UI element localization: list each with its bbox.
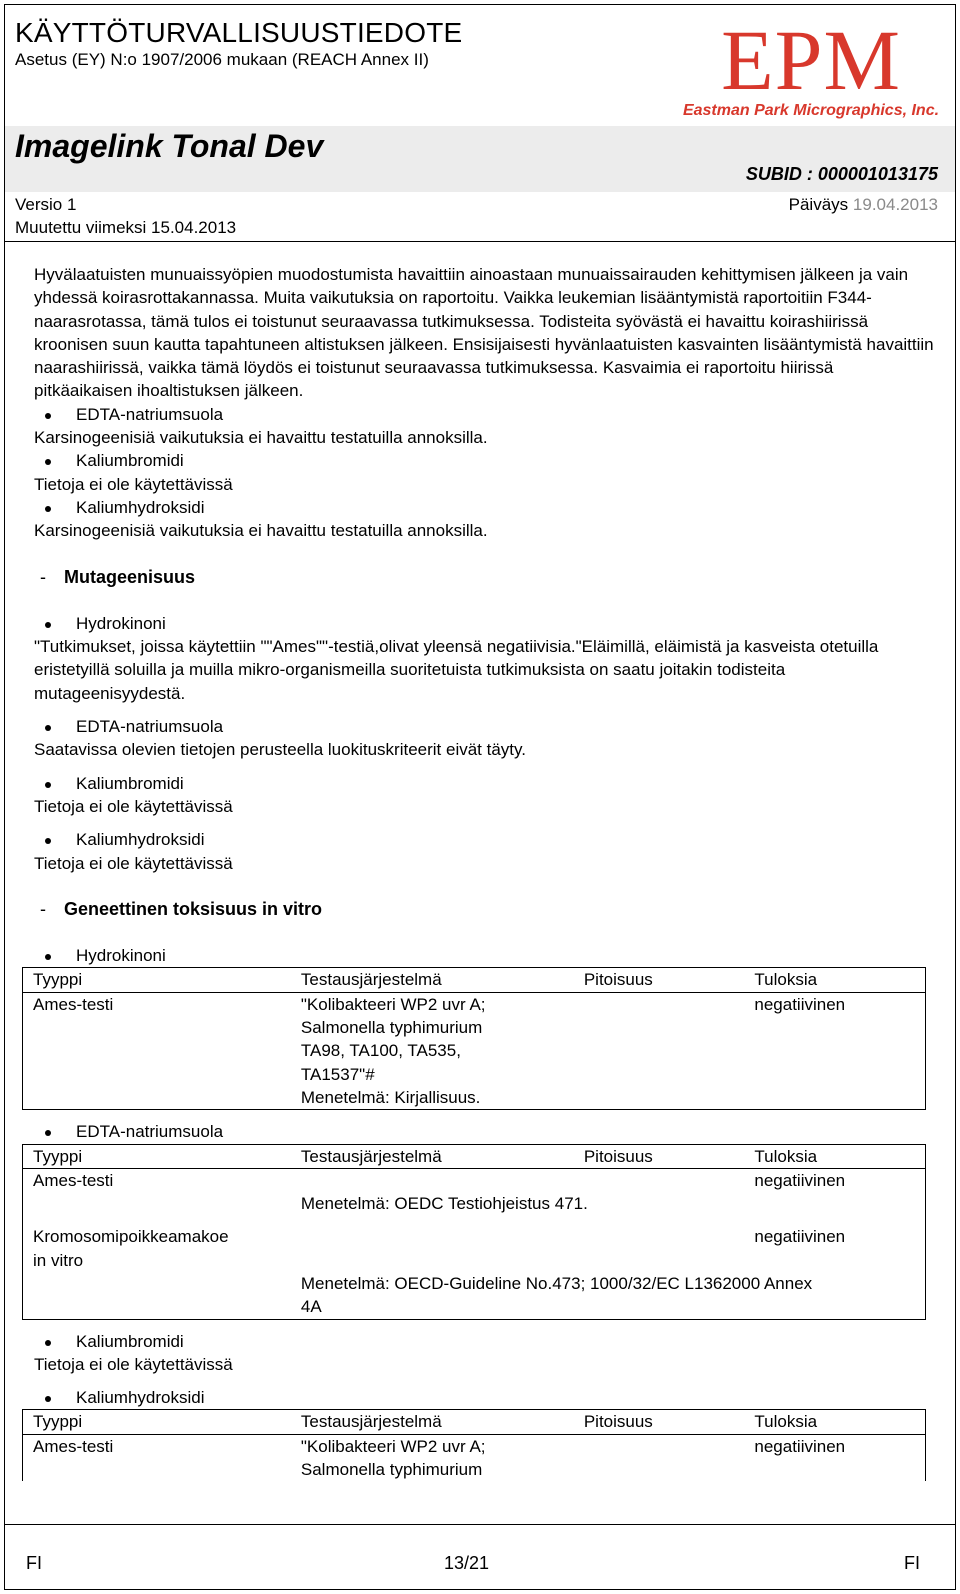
type-line: Kromosomipoikkeamakoe — [33, 1227, 229, 1247]
col-concentration: Pitoisuus — [574, 968, 745, 992]
item-text: Tietoja ei ole käytettävissä — [34, 796, 233, 816]
heading-dash: - — [40, 898, 46, 919]
table-header-row — [23, 1144, 926, 1168]
heading-text: Geneettinen toksisuus in vitro — [64, 898, 323, 919]
list-item: Kaliumbromidi — [34, 1330, 934, 1353]
cell-concentration — [574, 1434, 745, 1481]
system-line: TA98, TA100, TA535, — [300, 1041, 461, 1061]
cell-method — [291, 1272, 926, 1319]
table-header-row — [23, 968, 926, 992]
item-text: Saatavissa olevien tietojen perusteella luokituskriteerit eivät täyty. — [34, 740, 526, 760]
cell-type — [23, 1215, 291, 1272]
list-item: EDTA-natriumsuola — [34, 403, 934, 426]
system-line: Salmonella typhimurium — [300, 1018, 483, 1038]
logo-mark: EPM — [721, 12, 901, 108]
cell-result: negatiivinen — [744, 1215, 925, 1272]
cell-method: Menetelmä: OEDC Testiohjeistus 471. — [291, 1192, 926, 1215]
footer-language-right: FI — [904, 1553, 920, 1573]
table-row — [23, 1168, 926, 1192]
cell-result: negatiivinen — [744, 1168, 925, 1192]
list-item: Hydrokinoni — [34, 612, 934, 635]
system-line: "Kolibakteeri WP2 uvr A; — [300, 1436, 486, 1456]
list-item: Kaliumhydroksidi — [34, 828, 934, 851]
cell-system — [291, 1168, 574, 1192]
modified-date: Muutettu viimeksi 15.04.2013 — [15, 218, 237, 237]
item-text: Karsinogeenisiä vaikutuksia ei havaittu testatuilla annoksilla. — [34, 521, 488, 541]
col-result: Tuloksia — [744, 1144, 925, 1168]
document-title: KÄYTTÖTURVALLISUUSTIEDOTE — [15, 17, 463, 48]
section-heading-mutagenicity — [34, 566, 934, 589]
carcinogenicity-intro: Hyvälaatuisten munuaissyöpien muodostumista havaittiin ainoastaan munuaissairauden kehittymisen jälkeen ja vain yhdessä koirasrottakannassa. Muita vaikutuksia on raportoitu. Vaikka leukemian lisääntymistä raportoitiin F344-naarasrotassa, tämä tulos ei toistunut seuraavassa tutkimuksessa. Todisteita syövästä ei havaittu koirashiirissä kroonisen suun kautta tapahtuneen altistuksen jälkeen. Ensisijaisesti hyvänlaatuisten kasvainten lisääntymistä havaittiin naarashiirissä, vaikka tämä löydös ei toistunut seuraavassa tutkimuksessa. Kasvaimia ei raportoitu hiirissä pitkäaikaisen ihoaltistuksen jälkeen. — [34, 265, 934, 401]
list-item: Kaliumhydroksidi — [34, 1386, 934, 1409]
item-text: Tietoja ei ole käytettävissä — [34, 853, 233, 873]
table-row — [23, 1215, 926, 1272]
regulation-text: Asetus (EY) N:o 1907/2006 mukaan (REACH Annex II) — [15, 50, 429, 69]
col-system: Testausjärjestelmä — [291, 1144, 574, 1168]
subid: SUBID : 000001013175 — [745, 164, 938, 184]
page-content — [34, 263, 934, 1481]
table-header-row — [23, 1410, 926, 1434]
col-concentration: Pitoisuus — [574, 1144, 745, 1168]
version: Versio 1 — [15, 195, 77, 214]
genotox-table-kaliumhydroksidi — [22, 1409, 926, 1481]
heading-dash: - — [40, 566, 46, 587]
genotox-table-edta — [22, 1144, 926, 1320]
logo-tagline: Eastman Park Micrographics, Inc. — [682, 102, 940, 119]
col-system: Testausjärjestelmä — [291, 1410, 574, 1434]
cell-type: Ames-testi — [23, 1168, 291, 1192]
table-row-method — [23, 1192, 926, 1215]
col-system: Testausjärjestelmä — [291, 968, 574, 992]
col-result: Tuloksia — [744, 1410, 925, 1434]
cell-system — [291, 1434, 574, 1481]
table-row-method — [23, 1272, 926, 1319]
list-item: Kaliumbromidi — [34, 449, 934, 472]
list-item: Kaliumhydroksidi — [34, 496, 934, 519]
heading-text: Mutageenisuus — [64, 566, 196, 587]
type-line: in vitro — [33, 1250, 84, 1270]
company-logo — [680, 12, 942, 126]
footer-divider — [5, 1524, 955, 1525]
cell-result: negatiivinen — [744, 992, 925, 1109]
item-text: Tietoja ei ole käytettävissä — [34, 1354, 233, 1374]
col-type: Tyyppi — [23, 1144, 291, 1168]
section-heading-genotox — [34, 898, 934, 921]
genotox-table-hydrokinoni — [22, 967, 926, 1110]
cell-result: negatiivinen — [744, 1434, 925, 1481]
item-text: Karsinogeenisiä vaikutuksia ei havaittu testatuilla annoksilla. — [34, 428, 488, 448]
method-line: Menetelmä: OECD-Guideline No.473; 1000/32/EC L1362000 Annex — [300, 1273, 813, 1293]
col-type: Tyyppi — [23, 968, 291, 992]
list-item: EDTA-natriumsuola — [34, 1120, 934, 1143]
item-text: "Tutkimukset, joissa käytettiin ""Ames""-testiä,olivat yleensä negatiivisia."Eläimillä, eläimistä ja kasveista otetuilla eristetyillä soluilla ja muilla mikro-organismeilla suoritetuista tutkimuksista on saatu joitakin todisteita mutageenisyydestä. — [34, 637, 879, 703]
date-label: Päiväys — [788, 195, 849, 214]
cell-type: Ames-testi — [23, 1434, 291, 1481]
system-line: TA1537"# — [300, 1064, 375, 1084]
system-line: Menetelmä: Kirjallisuus. — [300, 1087, 481, 1107]
cell-type: Ames-testi — [23, 992, 291, 1109]
date — [789, 195, 938, 215]
list-item: EDTA-natriumsuola — [34, 715, 934, 738]
product-name: Imagelink Tonal Dev — [15, 128, 324, 164]
cell-concentration — [574, 992, 745, 1109]
system-line: "Kolibakteeri WP2 uvr A; — [300, 994, 486, 1014]
header-divider — [5, 241, 955, 242]
date-value: 19.04.2013 — [852, 195, 938, 214]
list-item: Hydrokinoni — [34, 944, 934, 967]
col-concentration: Pitoisuus — [574, 1410, 745, 1434]
cell-system — [291, 992, 574, 1109]
col-result: Tuloksia — [744, 968, 925, 992]
system-line: Salmonella typhimurium — [300, 1460, 483, 1480]
table-row — [23, 1434, 926, 1481]
method-line: 4A — [300, 1297, 322, 1317]
cell-concentration — [574, 1168, 745, 1192]
col-type: Tyyppi — [23, 1410, 291, 1434]
footer-language-left: FI — [26, 1553, 42, 1573]
list-item: Kaliumbromidi — [34, 772, 934, 795]
item-text: Tietoja ei ole käytettävissä — [34, 474, 233, 494]
table-row — [23, 992, 926, 1109]
page-number: 13/21 — [444, 1553, 490, 1573]
